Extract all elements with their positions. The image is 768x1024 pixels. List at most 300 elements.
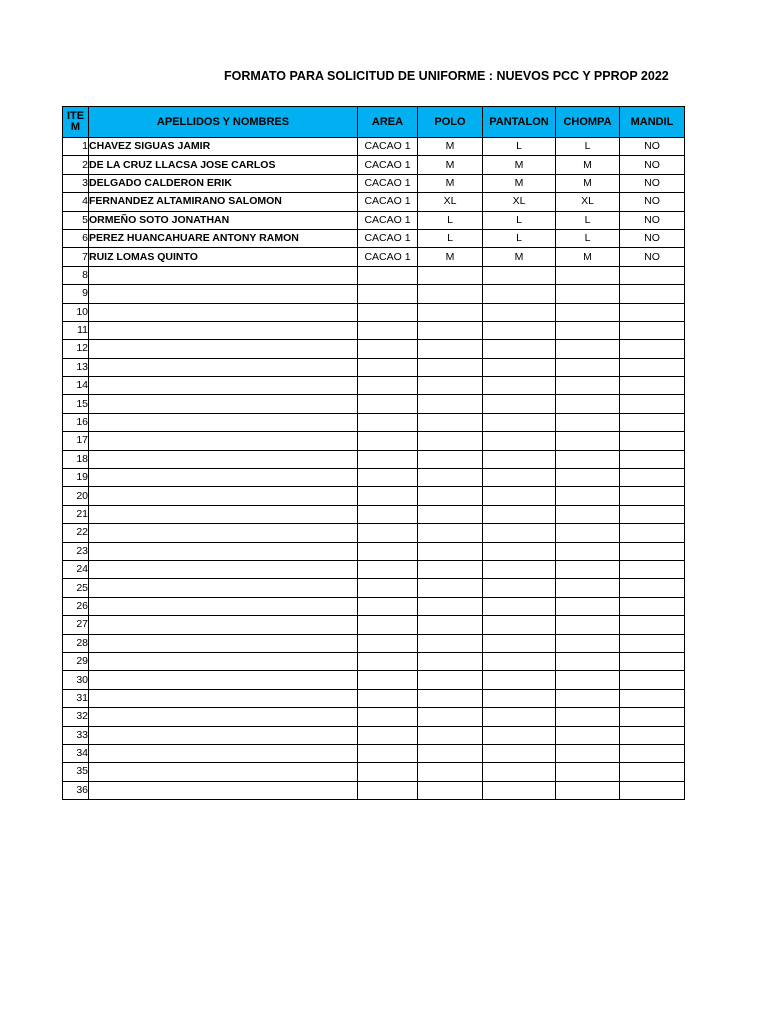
cell-pantalon[interactable]: [483, 340, 556, 358]
cell-name[interactable]: [89, 266, 358, 284]
cell-pantalon[interactable]: [483, 560, 556, 578]
cell-item[interactable]: 24: [63, 560, 89, 578]
cell-chompa[interactable]: [556, 671, 620, 689]
column-header-mandil: MANDIL: [620, 107, 685, 138]
cell-mandil[interactable]: [620, 266, 685, 284]
cell-name[interactable]: PEREZ HUANCAHUARE ANTONY RAMON: [89, 229, 358, 247]
table-row: [63, 671, 685, 689]
table-row: [63, 579, 685, 597]
cell-mandil[interactable]: [620, 616, 685, 634]
cell-name[interactable]: [89, 781, 358, 799]
cell-mandil[interactable]: [620, 340, 685, 358]
cell-chompa[interactable]: [556, 487, 620, 505]
cell-pantalon[interactable]: [483, 321, 556, 339]
cell-polo[interactable]: [418, 579, 483, 597]
cell-chompa[interactable]: [556, 652, 620, 670]
table-row: [63, 524, 685, 542]
cell-item[interactable]: 8: [63, 266, 89, 284]
cell-name[interactable]: [89, 597, 358, 615]
cell-polo[interactable]: L: [418, 229, 483, 247]
table-row: [63, 377, 685, 395]
cell-chompa[interactable]: [556, 726, 620, 744]
cell-polo[interactable]: L: [418, 211, 483, 229]
cell-chompa[interactable]: M: [556, 174, 620, 192]
cell-pantalon[interactable]: XL: [483, 193, 556, 211]
cell-chompa[interactable]: M: [556, 156, 620, 174]
cell-pantalon[interactable]: [483, 652, 556, 670]
cell-chompa[interactable]: [556, 340, 620, 358]
cell-polo[interactable]: [418, 432, 483, 450]
cell-area[interactable]: CACAO 1: [358, 156, 418, 174]
cell-name[interactable]: RUIZ LOMAS QUINTO: [89, 248, 358, 266]
cell-chompa[interactable]: [556, 505, 620, 523]
cell-name[interactable]: [89, 285, 358, 303]
table-row: [63, 248, 685, 266]
cell-polo[interactable]: [418, 524, 483, 542]
cell-name[interactable]: [89, 616, 358, 634]
cell-mandil[interactable]: NO: [620, 248, 685, 266]
table-row: [63, 321, 685, 339]
cell-item[interactable]: 4: [63, 193, 89, 211]
column-header-names: APELLIDOS Y NOMBRES: [89, 107, 358, 138]
table-row: [63, 689, 685, 707]
cell-pantalon[interactable]: [483, 285, 556, 303]
cell-pantalon[interactable]: [483, 689, 556, 707]
table-row: [63, 708, 685, 726]
cell-pantalon[interactable]: [483, 726, 556, 744]
cell-polo[interactable]: [418, 781, 483, 799]
cell-name[interactable]: [89, 377, 358, 395]
cell-polo[interactable]: [418, 450, 483, 468]
cell-polo[interactable]: [418, 634, 483, 652]
cell-item[interactable]: 31: [63, 689, 89, 707]
cell-chompa[interactable]: [556, 395, 620, 413]
cell-name[interactable]: DELGADO CALDERON ERIK: [89, 174, 358, 192]
cell-area[interactable]: [358, 597, 418, 615]
cell-name[interactable]: [89, 542, 358, 560]
cell-pantalon[interactable]: [483, 450, 556, 468]
cell-item[interactable]: 16: [63, 413, 89, 431]
column-header-polo: POLO: [418, 107, 483, 138]
cell-area[interactable]: [358, 469, 418, 487]
cell-item[interactable]: 26: [63, 597, 89, 615]
cell-chompa[interactable]: [556, 781, 620, 799]
table-row: [63, 211, 685, 229]
cell-polo[interactable]: [418, 616, 483, 634]
cell-polo[interactable]: [418, 395, 483, 413]
cell-pantalon[interactable]: M: [483, 156, 556, 174]
cell-mandil[interactable]: [620, 377, 685, 395]
table-row: [63, 560, 685, 578]
cell-mandil[interactable]: [620, 358, 685, 376]
cell-mandil[interactable]: [620, 303, 685, 321]
cell-name[interactable]: [89, 340, 358, 358]
cell-pantalon[interactable]: [483, 432, 556, 450]
cell-mandil[interactable]: [620, 469, 685, 487]
cell-pantalon[interactable]: [483, 469, 556, 487]
table-row: [63, 432, 685, 450]
cell-item[interactable]: 15: [63, 395, 89, 413]
cell-polo[interactable]: [418, 689, 483, 707]
cell-area[interactable]: [358, 321, 418, 339]
cell-polo[interactable]: [418, 487, 483, 505]
table-row: [63, 413, 685, 431]
table-row: [63, 744, 685, 762]
cell-chompa[interactable]: [556, 266, 620, 284]
cell-mandil[interactable]: [620, 579, 685, 597]
cell-name[interactable]: [89, 726, 358, 744]
cell-chompa[interactable]: [556, 358, 620, 376]
cell-area[interactable]: [358, 505, 418, 523]
cell-polo[interactable]: [418, 358, 483, 376]
cell-item[interactable]: 14: [63, 377, 89, 395]
cell-pantalon[interactable]: [483, 708, 556, 726]
cell-area[interactable]: CACAO 1: [358, 248, 418, 266]
cell-item[interactable]: 5: [63, 211, 89, 229]
cell-area[interactable]: [358, 744, 418, 762]
cell-chompa[interactable]: L: [556, 138, 620, 156]
cell-mandil[interactable]: NO: [620, 156, 685, 174]
cell-area[interactable]: [358, 652, 418, 670]
cell-item[interactable]: 7: [63, 248, 89, 266]
cell-polo[interactable]: [418, 413, 483, 431]
cell-item[interactable]: 29: [63, 652, 89, 670]
cell-pantalon[interactable]: [483, 579, 556, 597]
cell-item[interactable]: 35: [63, 763, 89, 781]
cell-chompa[interactable]: [556, 524, 620, 542]
cell-chompa[interactable]: [556, 413, 620, 431]
cell-mandil[interactable]: [620, 726, 685, 744]
cell-mandil[interactable]: [620, 450, 685, 468]
cell-polo[interactable]: M: [418, 138, 483, 156]
cell-polo[interactable]: [418, 340, 483, 358]
cell-name[interactable]: [89, 413, 358, 431]
cell-polo[interactable]: [418, 266, 483, 284]
cell-item[interactable]: 13: [63, 358, 89, 376]
cell-area[interactable]: CACAO 1: [358, 229, 418, 247]
table-row: [63, 781, 685, 799]
cell-mandil[interactable]: NO: [620, 229, 685, 247]
cell-item[interactable]: 20: [63, 487, 89, 505]
cell-name[interactable]: [89, 579, 358, 597]
cell-mandil[interactable]: [620, 524, 685, 542]
cell-mandil[interactable]: [620, 708, 685, 726]
cell-pantalon[interactable]: L: [483, 138, 556, 156]
cell-area[interactable]: [358, 285, 418, 303]
cell-item[interactable]: 23: [63, 542, 89, 560]
cell-mandil[interactable]: NO: [620, 138, 685, 156]
cell-area[interactable]: [358, 303, 418, 321]
cell-pantalon[interactable]: [483, 487, 556, 505]
cell-item[interactable]: 25: [63, 579, 89, 597]
cell-polo[interactable]: [418, 652, 483, 670]
cell-chompa[interactable]: [556, 285, 620, 303]
cell-name[interactable]: [89, 708, 358, 726]
column-header-chompa: CHOMPA: [556, 107, 620, 138]
cell-chompa[interactable]: [556, 634, 620, 652]
table-row: [63, 174, 685, 192]
cell-polo[interactable]: M: [418, 248, 483, 266]
table-row: [63, 138, 685, 156]
cell-polo[interactable]: [418, 708, 483, 726]
table-row: [63, 726, 685, 744]
cell-area[interactable]: [358, 689, 418, 707]
table-row: [63, 652, 685, 670]
cell-mandil[interactable]: [620, 744, 685, 762]
cell-chompa[interactable]: [556, 616, 620, 634]
cell-item[interactable]: 36: [63, 781, 89, 799]
cell-chompa[interactable]: [556, 579, 620, 597]
cell-area[interactable]: [358, 763, 418, 781]
cell-polo[interactable]: [418, 597, 483, 615]
cell-name[interactable]: [89, 395, 358, 413]
cell-item[interactable]: 18: [63, 450, 89, 468]
cell-area[interactable]: CACAO 1: [358, 174, 418, 192]
cell-area[interactable]: [358, 726, 418, 744]
cell-name[interactable]: [89, 432, 358, 450]
cell-pantalon[interactable]: [483, 303, 556, 321]
cell-name[interactable]: [89, 450, 358, 468]
cell-mandil[interactable]: [620, 781, 685, 799]
cell-item[interactable]: 19: [63, 469, 89, 487]
cell-pantalon[interactable]: [483, 634, 556, 652]
cell-item[interactable]: 3: [63, 174, 89, 192]
cell-chompa[interactable]: L: [556, 211, 620, 229]
cell-name[interactable]: [89, 524, 358, 542]
cell-area[interactable]: [358, 708, 418, 726]
table-row: [63, 156, 685, 174]
cell-name[interactable]: [89, 358, 358, 376]
cell-name[interactable]: [89, 321, 358, 339]
cell-mandil[interactable]: NO: [620, 193, 685, 211]
cell-name[interactable]: [89, 689, 358, 707]
cell-name[interactable]: [89, 744, 358, 762]
cell-name[interactable]: CHAVEZ SIGUAS JAMIR: [89, 138, 358, 156]
cell-pantalon[interactable]: [483, 505, 556, 523]
cell-mandil[interactable]: [620, 634, 685, 652]
cell-area[interactable]: [358, 266, 418, 284]
cell-name[interactable]: [89, 469, 358, 487]
cell-pantalon[interactable]: [483, 597, 556, 615]
cell-mandil[interactable]: NO: [620, 211, 685, 229]
cell-pantalon[interactable]: [483, 395, 556, 413]
page-title: FORMATO PARA SOLICITUD DE UNIFORME : NUEVOS PCC Y PPROP 2022: [224, 69, 669, 83]
cell-polo[interactable]: [418, 542, 483, 560]
cell-mandil[interactable]: NO: [620, 174, 685, 192]
cell-chompa[interactable]: L: [556, 229, 620, 247]
column-header-item: [63, 107, 89, 138]
cell-pantalon[interactable]: [483, 616, 556, 634]
cell-mandil[interactable]: [620, 321, 685, 339]
cell-chompa[interactable]: [556, 450, 620, 468]
cell-mandil[interactable]: [620, 505, 685, 523]
cell-area[interactable]: [358, 377, 418, 395]
cell-area[interactable]: CACAO 1: [358, 211, 418, 229]
table-row: [63, 634, 685, 652]
cell-chompa[interactable]: [556, 763, 620, 781]
cell-polo[interactable]: [418, 726, 483, 744]
cell-item[interactable]: 1: [63, 138, 89, 156]
table-row: [63, 340, 685, 358]
cell-item[interactable]: 2: [63, 156, 89, 174]
table-row: [63, 303, 685, 321]
uniform-request-table: [62, 106, 685, 800]
cell-area[interactable]: [358, 358, 418, 376]
cell-item[interactable]: 10: [63, 303, 89, 321]
cell-polo[interactable]: [418, 671, 483, 689]
cell-pantalon[interactable]: M: [483, 248, 556, 266]
cell-chompa[interactable]: [556, 377, 620, 395]
cell-chompa[interactable]: M: [556, 248, 620, 266]
cell-polo[interactable]: M: [418, 174, 483, 192]
cell-area[interactable]: [358, 616, 418, 634]
cell-polo[interactable]: [418, 321, 483, 339]
cell-item[interactable]: 27: [63, 616, 89, 634]
cell-mandil[interactable]: [620, 671, 685, 689]
cell-polo[interactable]: [418, 763, 483, 781]
cell-mandil[interactable]: [620, 395, 685, 413]
cell-area[interactable]: [358, 542, 418, 560]
cell-polo[interactable]: [418, 377, 483, 395]
table-row: [63, 285, 685, 303]
cell-chompa[interactable]: [556, 744, 620, 762]
table-row: [63, 597, 685, 615]
cell-item[interactable]: 6: [63, 229, 89, 247]
cell-name[interactable]: ORMEÑO SOTO JONATHAN: [89, 211, 358, 229]
cell-mandil[interactable]: [620, 285, 685, 303]
cell-name[interactable]: [89, 487, 358, 505]
cell-pantalon[interactable]: L: [483, 211, 556, 229]
cell-item[interactable]: 28: [63, 634, 89, 652]
cell-item[interactable]: 12: [63, 340, 89, 358]
cell-pantalon[interactable]: [483, 377, 556, 395]
cell-name[interactable]: [89, 505, 358, 523]
cell-chompa[interactable]: [556, 560, 620, 578]
cell-name[interactable]: [89, 671, 358, 689]
table-row: [63, 450, 685, 468]
cell-name[interactable]: [89, 634, 358, 652]
table-row: [63, 395, 685, 413]
cell-area[interactable]: [358, 450, 418, 468]
cell-polo[interactable]: [418, 469, 483, 487]
column-header-item-line2: M: [70, 121, 81, 133]
cell-name[interactable]: DE LA CRUZ LLACSA JOSE CARLOS: [89, 156, 358, 174]
cell-mandil[interactable]: [620, 487, 685, 505]
cell-area[interactable]: [358, 432, 418, 450]
cell-chompa[interactable]: [556, 597, 620, 615]
cell-area[interactable]: [358, 487, 418, 505]
cell-pantalon[interactable]: L: [483, 229, 556, 247]
cell-mandil[interactable]: [620, 763, 685, 781]
table-row: [63, 193, 685, 211]
cell-item[interactable]: 34: [63, 744, 89, 762]
cell-polo[interactable]: [418, 303, 483, 321]
cell-item[interactable]: 11: [63, 321, 89, 339]
table-row: [63, 487, 685, 505]
cell-name[interactable]: [89, 652, 358, 670]
cell-area[interactable]: [358, 781, 418, 799]
cell-mandil[interactable]: [620, 597, 685, 615]
cell-area[interactable]: [358, 579, 418, 597]
cell-chompa[interactable]: [556, 321, 620, 339]
cell-pantalon[interactable]: [483, 524, 556, 542]
cell-item[interactable]: 21: [63, 505, 89, 523]
cell-name[interactable]: [89, 560, 358, 578]
cell-chompa[interactable]: XL: [556, 193, 620, 211]
table-row: [63, 229, 685, 247]
cell-polo[interactable]: [418, 505, 483, 523]
cell-item[interactable]: 33: [63, 726, 89, 744]
cell-name[interactable]: [89, 303, 358, 321]
cell-pantalon[interactable]: [483, 763, 556, 781]
cell-chompa[interactable]: [556, 542, 620, 560]
cell-area[interactable]: CACAO 1: [358, 138, 418, 156]
cell-area[interactable]: [358, 395, 418, 413]
cell-chompa[interactable]: [556, 303, 620, 321]
cell-polo[interactable]: M: [418, 156, 483, 174]
cell-chompa[interactable]: [556, 432, 620, 450]
cell-area[interactable]: [358, 524, 418, 542]
table-row: [63, 763, 685, 781]
cell-area[interactable]: [358, 671, 418, 689]
cell-mandil[interactable]: [620, 413, 685, 431]
cell-name[interactable]: [89, 763, 358, 781]
table-row: [63, 469, 685, 487]
cell-pantalon[interactable]: [483, 266, 556, 284]
column-header-area: AREA: [358, 107, 418, 138]
table-row: [63, 358, 685, 376]
table-row: [63, 266, 685, 284]
cell-pantalon[interactable]: [483, 358, 556, 376]
cell-area[interactable]: CACAO 1: [358, 193, 418, 211]
cell-mandil[interactable]: [620, 689, 685, 707]
cell-item[interactable]: 32: [63, 708, 89, 726]
cell-chompa[interactable]: [556, 708, 620, 726]
cell-chompa[interactable]: [556, 689, 620, 707]
cell-mandil[interactable]: [620, 560, 685, 578]
cell-area[interactable]: [358, 634, 418, 652]
cell-item[interactable]: 30: [63, 671, 89, 689]
cell-area[interactable]: [358, 560, 418, 578]
table-body: [63, 138, 685, 800]
cell-pantalon[interactable]: [483, 781, 556, 799]
cell-mandil[interactable]: [620, 542, 685, 560]
cell-pantalon[interactable]: [483, 744, 556, 762]
cell-mandil[interactable]: [620, 652, 685, 670]
cell-area[interactable]: [358, 340, 418, 358]
cell-polo[interactable]: [418, 560, 483, 578]
cell-polo[interactable]: [418, 285, 483, 303]
cell-polo[interactable]: [418, 744, 483, 762]
cell-item[interactable]: 17: [63, 432, 89, 450]
cell-area[interactable]: [358, 413, 418, 431]
cell-pantalon[interactable]: [483, 671, 556, 689]
cell-mandil[interactable]: [620, 432, 685, 450]
column-header-pantalon: PANTALON: [483, 107, 556, 138]
column-header-item-line1: ITE: [66, 110, 85, 122]
cell-pantalon[interactable]: [483, 413, 556, 431]
table-header-row: [63, 107, 685, 138]
cell-polo[interactable]: XL: [418, 193, 483, 211]
cell-item[interactable]: 22: [63, 524, 89, 542]
table-row: [63, 616, 685, 634]
cell-pantalon[interactable]: M: [483, 174, 556, 192]
cell-item[interactable]: 9: [63, 285, 89, 303]
cell-name[interactable]: FERNANDEZ ALTAMIRANO SALOMON: [89, 193, 358, 211]
cell-chompa[interactable]: [556, 469, 620, 487]
cell-pantalon[interactable]: [483, 542, 556, 560]
table-row: [63, 505, 685, 523]
